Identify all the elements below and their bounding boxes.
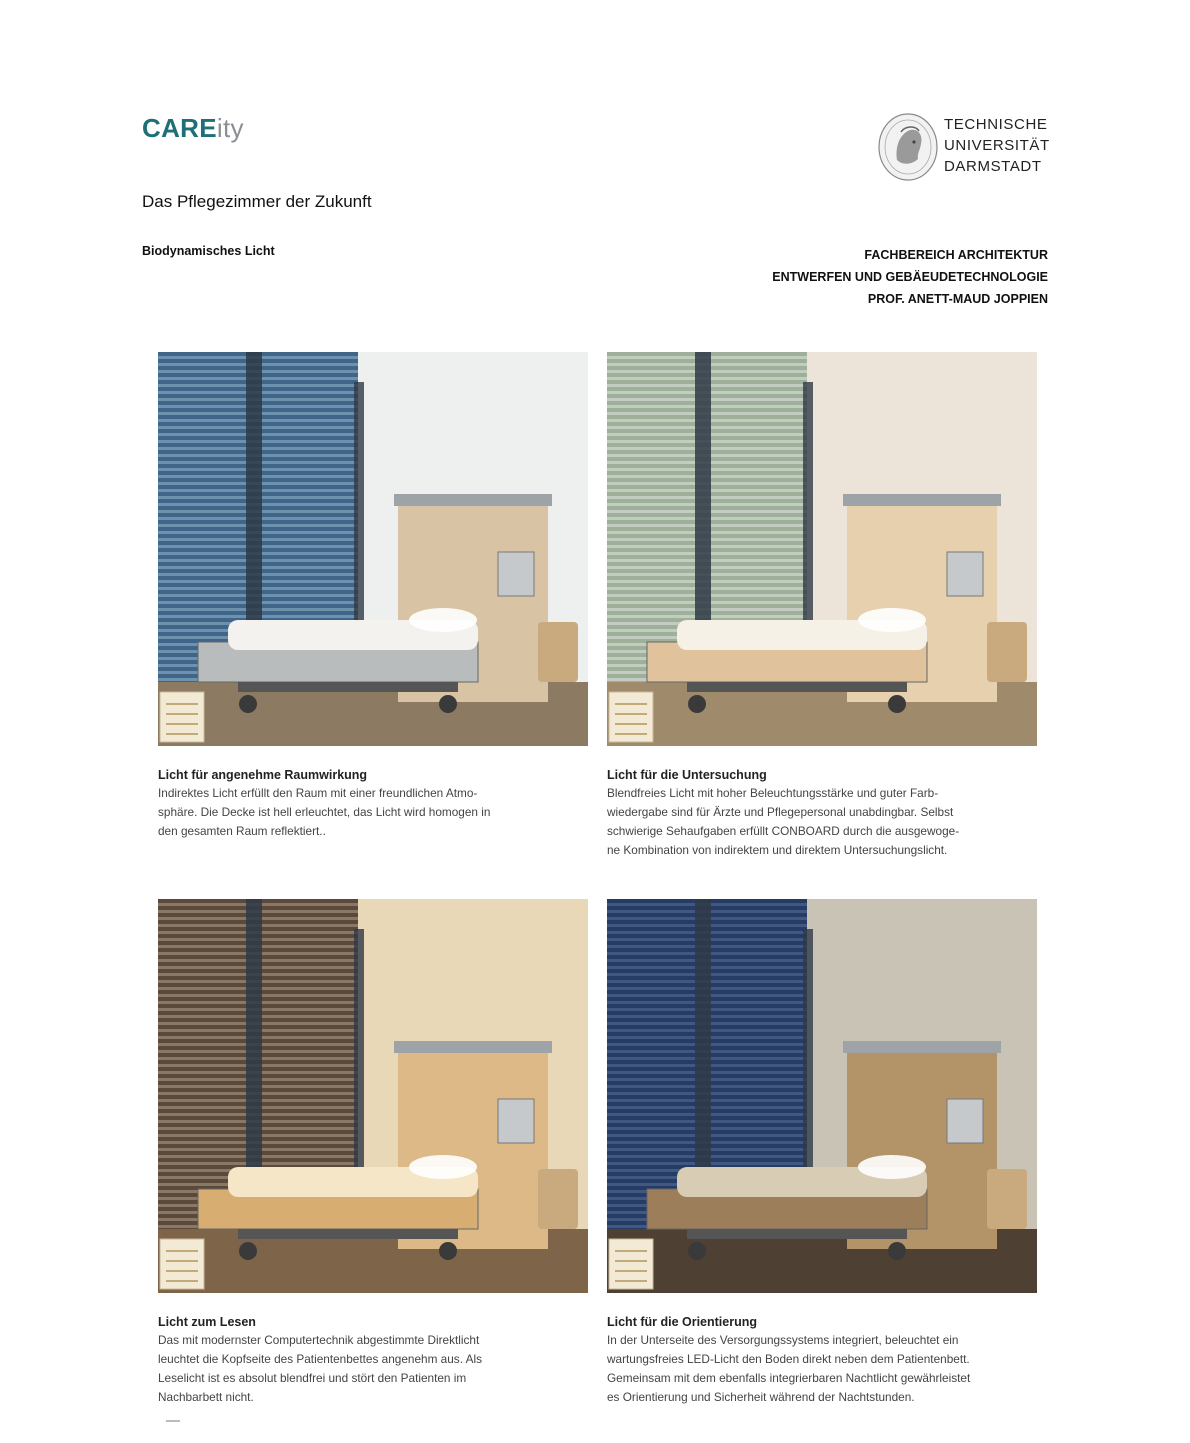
room-photo [607,899,1037,1293]
room-illustration [158,899,588,1293]
caption-line: wiedergabe sind für Ärzte und Pflegepersonal unabdingbar. Selbst [607,805,954,819]
chair [538,622,578,682]
caption-line: Indirektes Licht erfüllt den Raum mit einer freundlichen Atmo- [158,786,478,800]
caption-text [607,1331,1047,1407]
room-illustration [607,352,1037,746]
bed-wheel [439,695,457,713]
caption-line: Gemeinsam mit dem ebenfalls integrierbaren Nachtlicht gewährleistet [607,1371,971,1385]
caption-line: es Orientierung und Sicherheit während der Nachtstunden. [607,1390,915,1404]
room-photo [607,352,1037,746]
light-mode-icon [160,692,204,742]
footer-mark [166,1420,180,1422]
caption-line: Das mit modernster Computertechnik abgestimmte Direktlicht [158,1333,480,1347]
room-photo [158,352,588,746]
room-illustration [607,899,1037,1293]
university-name [944,114,1104,177]
pillow [409,1155,477,1179]
light-mode-icon [609,692,653,742]
careity-logo: CAREity [142,113,244,143]
bed-wheel [439,1242,457,1260]
university-name-line: DARMSTADT [944,158,1042,175]
caption-text [158,784,598,841]
university-name-line: UNIVERSITÄT [944,137,1050,154]
caption-line: Blendfreies Licht mit hoher Beleuchtungsstärke und guter Farb- [607,786,939,800]
room-illustration [158,352,588,746]
university-name-line: TECHNISCHE [944,116,1048,133]
department-line: FACHBEREICH ARCHITEKTUR [864,248,1048,262]
pillow [858,1155,926,1179]
bed-wheel [888,1242,906,1260]
chair [987,1169,1027,1229]
bed-wheel [888,695,906,713]
panel-caption [607,768,1047,860]
bed-base [238,682,458,692]
pillow [858,608,926,632]
light-mode-icon [609,1239,653,1289]
supply-unit [498,1099,534,1143]
caption-text [607,784,1047,860]
light-rail [843,1041,1001,1053]
caption-line: leuchtet die Kopfseite des Patientenbettes angenehm aus. Als [158,1352,482,1366]
bed-wheel [688,695,706,713]
panel-caption [158,768,598,841]
caption-line: schwierige Sehaufgaben erfüllt CONBOARD durch die ausgewoge- [607,824,960,838]
caption-title: Licht für angenehme Raumwirkung [158,768,368,782]
panel-caption [158,1315,598,1407]
caption-line: Leselicht ist es absolut blendfrei und stört den Patienten im [158,1371,467,1385]
caption-line: sphäre. Die Decke ist hell erleuchtet, das Licht wird homogen in [158,805,491,819]
document-title: Das Pflegezimmer der Zukunft [142,192,372,211]
bed-base [687,1229,907,1239]
bed-base [687,682,907,692]
bed-wheel [688,1242,706,1260]
supply-unit [947,1099,983,1143]
panel-caption [607,1315,1047,1407]
department-line: PROF. ANETT-MAUD JOPPIEN [867,292,1048,306]
university-seal-icon [877,112,939,182]
caption-line: ne Kombination von indirektem und direktem Untersuchungslicht. [607,843,948,857]
supply-unit [947,552,983,596]
document-subtitle: Biodynamisches Licht [142,244,275,258]
caption-line: den gesamten Raum reflektiert.. [158,824,326,838]
caption-text [158,1331,598,1407]
bed-base [238,1229,458,1239]
caption-title: Licht für die Untersuchung [607,768,767,782]
caption-line: Nachbarbett nicht. [158,1390,254,1404]
caption-title: Licht für die Orientierung [607,1315,758,1329]
supply-unit [498,552,534,596]
light-rail [394,1041,552,1053]
chair [987,622,1027,682]
bed-wheel [239,1242,257,1260]
caption-title: Licht zum Lesen [158,1315,256,1329]
room-photo [158,899,588,1293]
department-line: ENTWERFEN UND GEBÄEUDETECHNOLOGIE [772,270,1048,284]
chair [538,1169,578,1229]
caption-line: wartungsfreies LED-Licht den Boden direkt neben dem Patientenbett. [607,1352,970,1366]
department-block [772,244,1048,310]
caption-line: In der Unterseite des Versorgungssystems integriert, beleuchtet ein [607,1333,959,1347]
light-rail [394,494,552,506]
light-rail [843,494,1001,506]
bed-wheel [239,695,257,713]
pillow [409,608,477,632]
light-mode-icon [160,1239,204,1289]
